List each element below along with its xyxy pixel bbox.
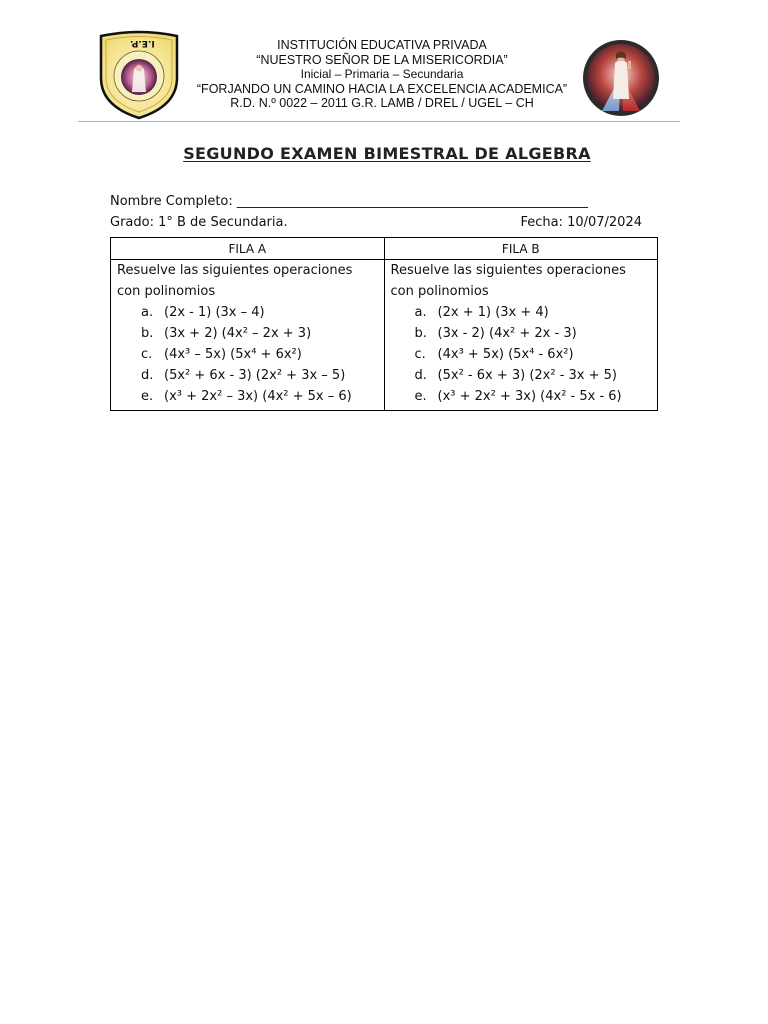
list-item <box>117 386 378 407</box>
list-item <box>391 323 651 344</box>
student-name-line <box>110 194 588 209</box>
item-expression: (x³ + 2x² – 3x) (4x² + 5x – 6) <box>164 389 352 404</box>
institution-type: INSTITUCIÓN EDUCATIVA PRIVADA <box>277 38 487 52</box>
name-blank[interactable]: ______________________________________________________ <box>236 194 588 209</box>
exercise-table <box>110 237 658 411</box>
divine-mercy-medallion <box>582 39 660 117</box>
list-item <box>117 302 378 323</box>
fila-b-operations <box>391 302 651 407</box>
item-letter: c. <box>414 347 426 362</box>
institution-resolution: R.D. N.º 0022 – 2011 G.R. LAMB / DREL / UGEL – CH <box>230 96 534 111</box>
date-text: Fecha: 10/07/2024 <box>520 215 642 230</box>
item-expression: (3x - 2) (4x² + 2x - 3) <box>437 326 577 341</box>
table-header-row <box>111 238 658 260</box>
item-letter: e. <box>141 389 154 404</box>
item-expression: (5x² + 6x - 3) (2x² + 3x – 5) <box>164 368 346 383</box>
item-letter: a. <box>141 305 154 320</box>
item-letter: d. <box>141 368 154 383</box>
institution-motto: “FORJANDO UN CAMINO HACIA LA EXCELENCIA ACADEMICA” <box>196 81 568 96</box>
fila-b-cell <box>384 260 657 411</box>
item-letter: b. <box>141 326 154 341</box>
fila-a-operations <box>117 302 378 407</box>
institution-info <box>182 38 582 111</box>
item-expression: (4x³ + 5x) (5x⁴ - 6x²) <box>437 347 574 362</box>
institution-levels: Inicial – Primaria – Secundaria <box>300 67 464 82</box>
item-letter: a. <box>414 305 427 320</box>
item-letter: b. <box>414 326 427 341</box>
grade-text: Grado: 1° B de Secundaria. <box>110 215 288 230</box>
exam-title-text: SEGUNDO EXAMEN BIMESTRAL DE ALGEBRA <box>183 144 591 163</box>
list-item <box>391 344 651 365</box>
item-expression: (3x + 2) (4x² – 2x + 3) <box>164 326 312 341</box>
table-row <box>111 260 658 411</box>
item-expression: (5x² - 6x + 3) (2x² - 3x + 5) <box>437 368 617 383</box>
column-header-fila-b: FILA B <box>384 238 657 260</box>
item-letter: c. <box>141 347 153 362</box>
page-header <box>78 28 680 122</box>
item-expression: (x³ + 2x² + 3x) (4x² - 5x - 6) <box>437 389 622 404</box>
item-letter: d. <box>414 368 427 383</box>
list-item <box>117 323 378 344</box>
item-expression: (4x³ – 5x) (5x⁴ + 6x²) <box>164 347 302 362</box>
item-expression: (2x - 1) (3x – 4) <box>164 305 265 320</box>
grade-date-line <box>110 215 642 230</box>
exam-title <box>0 144 768 163</box>
list-item <box>117 344 378 365</box>
header-divider <box>78 121 680 122</box>
crest-logo-text: I.E.P. <box>130 38 155 48</box>
item-expression: (2x + 1) (3x + 4) <box>437 305 549 320</box>
fila-a-cell <box>111 260 385 411</box>
column-header-fila-a: FILA A <box>111 238 385 260</box>
name-label: Nombre Completo: <box>110 194 233 209</box>
list-item <box>117 365 378 386</box>
list-item <box>391 365 651 386</box>
fila-a-instructions: Resuelve las siguientes operaciones con polinomios <box>117 263 353 299</box>
list-item <box>391 386 651 407</box>
item-letter: e. <box>414 389 427 404</box>
list-item <box>391 302 651 323</box>
fila-b-instructions: Resuelve las siguientes operaciones con polinomios <box>390 263 626 299</box>
institution-name: “NUESTRO SEÑOR DE LA MISERICORDIA” <box>256 52 508 67</box>
